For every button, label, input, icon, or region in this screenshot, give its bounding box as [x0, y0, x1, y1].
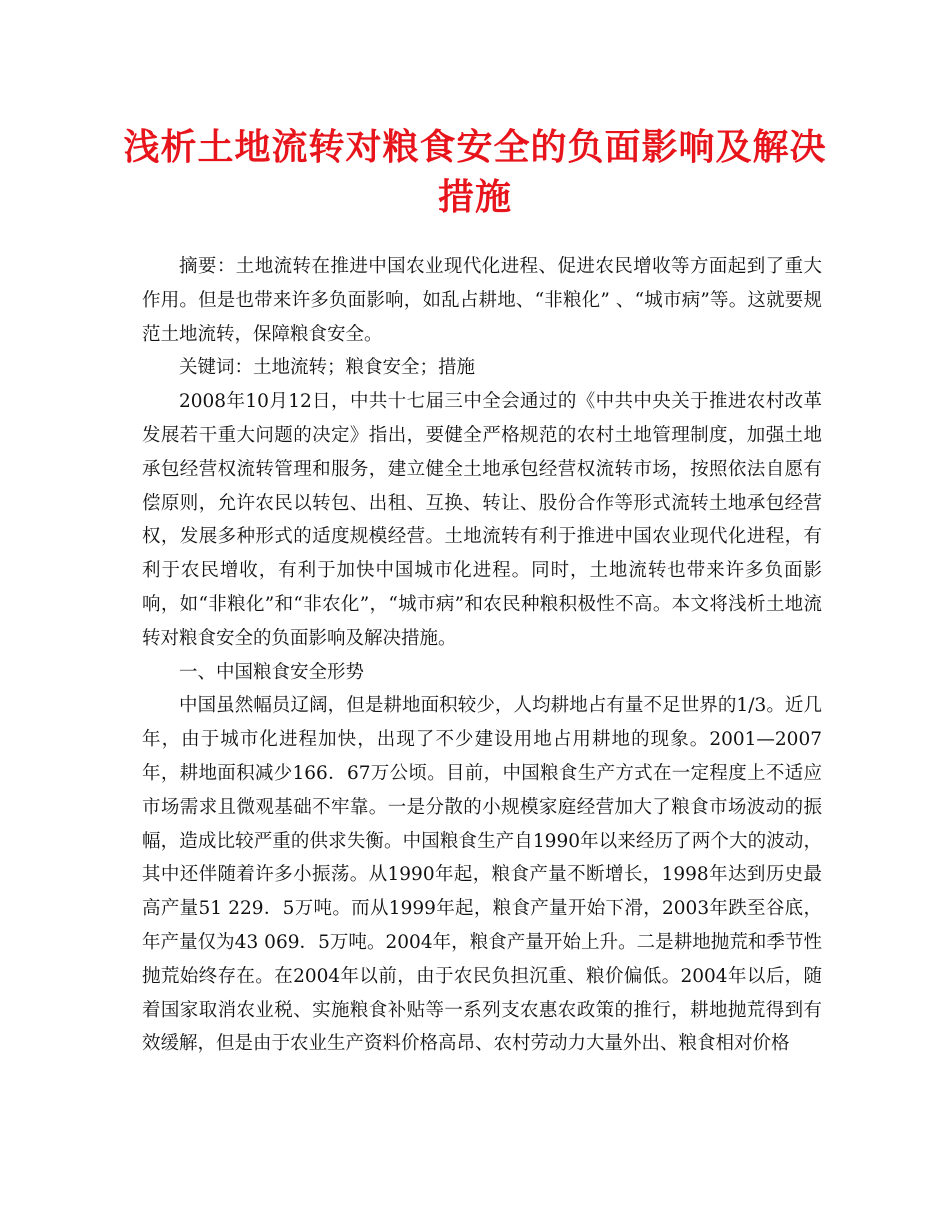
intro-paragraph: 2008年10月12日，中共十七届三中全会通过的《中共中央关于推进农村改革发展若干重大问题的决定》指出，要健全严格规范的农村土地管理制度，加强土地承包经营权流转管理和服务，建立健全土地承包经营权流转市场，按照依法自愿有偿原则，允许农民以转包、出租、互换、转让、股份合作等形式流转土地承包经营权，发展多种形式的适度规模经营。土地流转有利于推进中国农业现代化进程，有利于农民增收，有利于加快中国城市化进程。同时，土地流转也带来许多负面影响，如“非粮化”和“非农化”，“城市病”和农民种粮积极性不高。本文将浅析土地流转对粮食安全的负面影响及解决措施。 [142, 391, 822, 649]
section-paragraph: 中国虽然幅员辽阔，但是耕地面积较少，人均耕地占有量不足世界的1/3。近几年，由于城市化进程加快，出现了不少建设用地占用耕地的现象。2001—2007年，耕地面积减少166．67万公顷。目前，中国粮食生产方式在一定程度上不适应市场需求且微观基础不牢靠。一是分散的小规模家庭经营加大了粮食市场波动的振幅，造成比较严重的供求失衡。中国粮食生产自1990年以来经历了两个大的波动，其中还伴随着许多小振荡。从1990年起，粮食产量不断增长，1998年达到历史最高产量51 229．5万吨。而从1999年起，粮食产量开始下滑，2003年跌至谷底，年产量仅为43 069．5万吨。2004年，粮食产量开始上升。二是耕地抛荒和季节性抛荒始终存在。在2004年以前，由于农民负担沉重、粮价偏低。2004年以后，随着国家取消农业税、实施粮食补贴等一系列支农惠农政策的推行，耕地抛荒得到有效缓解，但是由于农业生产资料价格高昂、农村劳动力大量外出、粮食相对价格 [142, 695, 822, 1055]
abstract-paragraph: 摘要：土地流转在推进中国农业现代化进程、促进农民增收等方面起到了重大作用。但是也带来许多负面影响，如乱占耕地、“非粮化” 、“城市病”等。这就要规范土地流转，保障粮食安全。 [142, 256, 822, 345]
section-heading: 一、中国粮食安全形势 [179, 661, 365, 683]
keywords-paragraph: 关键词：土地流转；粮食安全；措施 [179, 357, 476, 379]
document-body [142, 250, 822, 1061]
document-title: 浅析土地流转对粮食安全的负面影响及解决措施 [123, 126, 827, 218]
